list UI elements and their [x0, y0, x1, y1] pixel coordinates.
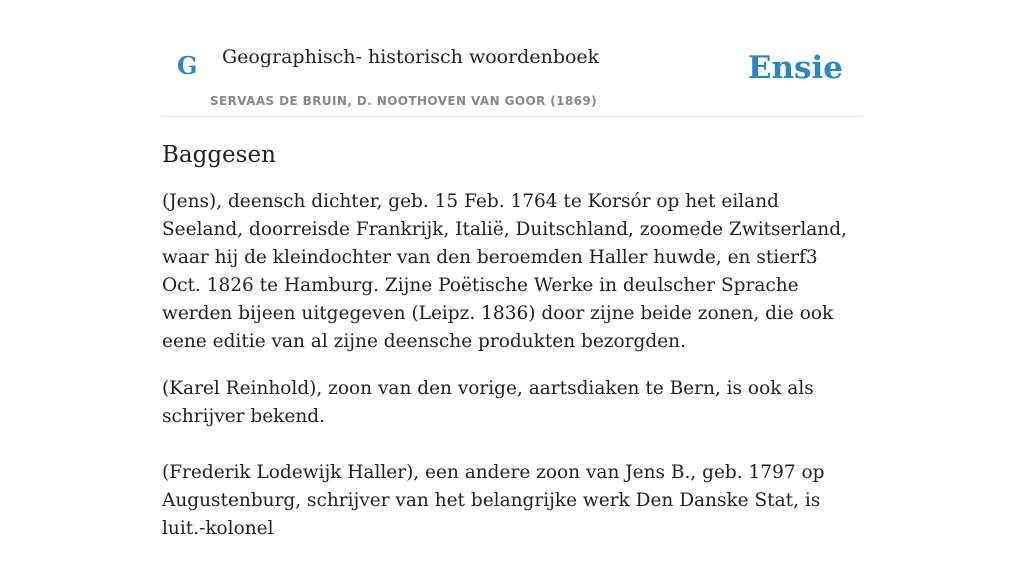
book-authors: SERVAAS DE BRUIN, D. NOOTHOVEN VAN GOOR (1869)	[210, 94, 598, 108]
book-title[interactable]: Geographisch- historisch woordenboek	[222, 46, 600, 68]
entry-content	[162, 138, 862, 562]
header	[162, 0, 862, 117]
book-logo-icon[interactable]: G	[177, 51, 198, 80]
entry-paragraph: (Frederik Lodewijk Haller), een andere zoon van Jens B., geb. 1797 op Augustenburg, schrijver van het belangrijke werk Den Danske Stat, is luit.-kolonel	[162, 462, 825, 539]
entry-title: Baggesen	[162, 142, 276, 168]
entry-paragraph: (Jens), deensch dichter, geb. 15 Feb. 1764 te Korsór op het eiland Seeland, doorreisde Frankrijk, Italië, Duitschland, zoomede Zwitserland, waar hij de kleindochter van den beroemden Haller huwde, en stierf3 Oct. 1826 te Hamburg. Zijne Poëtische Werke in deulscher Sprache werden bijeen uitgegeven (Leipz. 1836) door zijne beide zonen, die ook eene editie van al zijne deensche produkten bezorgden.	[162, 191, 847, 352]
ensie-logo-link[interactable]: Ensie	[747, 50, 843, 86]
entry-paragraph: (Karel Reinhold), zoon van den vorige, aartsdiaken te Bern, is ook als schrijver bekend.	[162, 378, 814, 427]
